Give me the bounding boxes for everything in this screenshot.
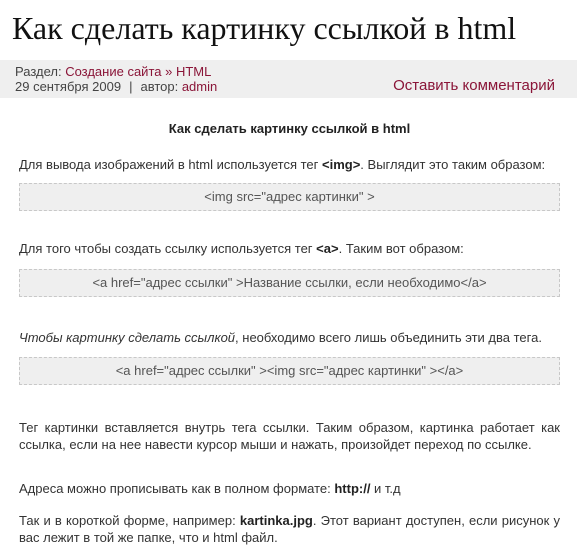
code-example-link: <a href="адрес ссылки" >Название ссылки, если необходимо</a> [19,269,560,297]
paragraph-a-tag [19,240,560,257]
paragraph-full-address [19,480,560,497]
author-link[interactable]: admin [181,79,218,94]
post-date: 29 сентября 2009 [15,79,122,94]
italic-phrase: Чтобы картинку сделать ссылкой [19,330,236,345]
bold-a-tag: <a> [316,241,339,256]
paragraph-text: . Выглядит это таким образом: [360,157,546,172]
bold-filename: kartinka.jpg [239,513,313,528]
meta-divider: | [129,79,133,94]
bold-http: http:// [334,481,371,496]
paragraph-short-address [19,512,560,546]
post-category-line [15,64,211,79]
paragraph-text: Для вывода изображений в html используется тег [19,157,322,172]
paragraph-combine [19,329,560,346]
code-example-image-link: <a href="адрес ссылки" ><img src="адрес картинки" ></a> [19,357,560,385]
code-example-img: <img src="адрес картинки" > [19,183,560,211]
paragraph-text: . Этот вариант доступен, если рисунок у вас лежит в той же папке, что и html файл. [19,513,560,545]
author-label: автор: [140,79,182,94]
bold-img-tag: <img> [322,157,361,172]
section-label: Раздел: [15,64,66,79]
leave-comment-link[interactable]: Оставить комментарий [393,77,555,94]
paragraph-text: . Таким вот образом: [338,241,464,256]
paragraph-text: и т.д [370,481,401,496]
breadcrumb-separator: » [161,64,176,79]
category-link-site-creation[interactable]: Создание сайта [65,64,162,79]
paragraph-text: Для того чтобы создать ссылку используется тег [19,241,317,256]
post-date-author-line [15,79,217,94]
paragraph-text: , необходимо всего лишь объединить эти два тега. [235,330,542,345]
page-title: Как сделать картинку ссылкой в html [12,10,517,46]
post-meta-bar [0,60,577,98]
paragraph-text: Так и в короткой форме, например: [19,513,240,528]
paragraph-explanation: Тег картинки вставляется внутрь тега ссылки. Таким образом, картинка работает как ссылка, если на нее навести курсор мыши и нажать, произойдет переход по ссылке. [19,420,560,452]
article-content [19,120,560,546]
paragraph-text: Адреса можно прописывать как в полном формате: [19,481,335,496]
article-heading: Как сделать картинку ссылкой в html [168,121,411,136]
category-link-html[interactable]: HTML [175,64,212,79]
paragraph-img-tag [19,156,560,173]
